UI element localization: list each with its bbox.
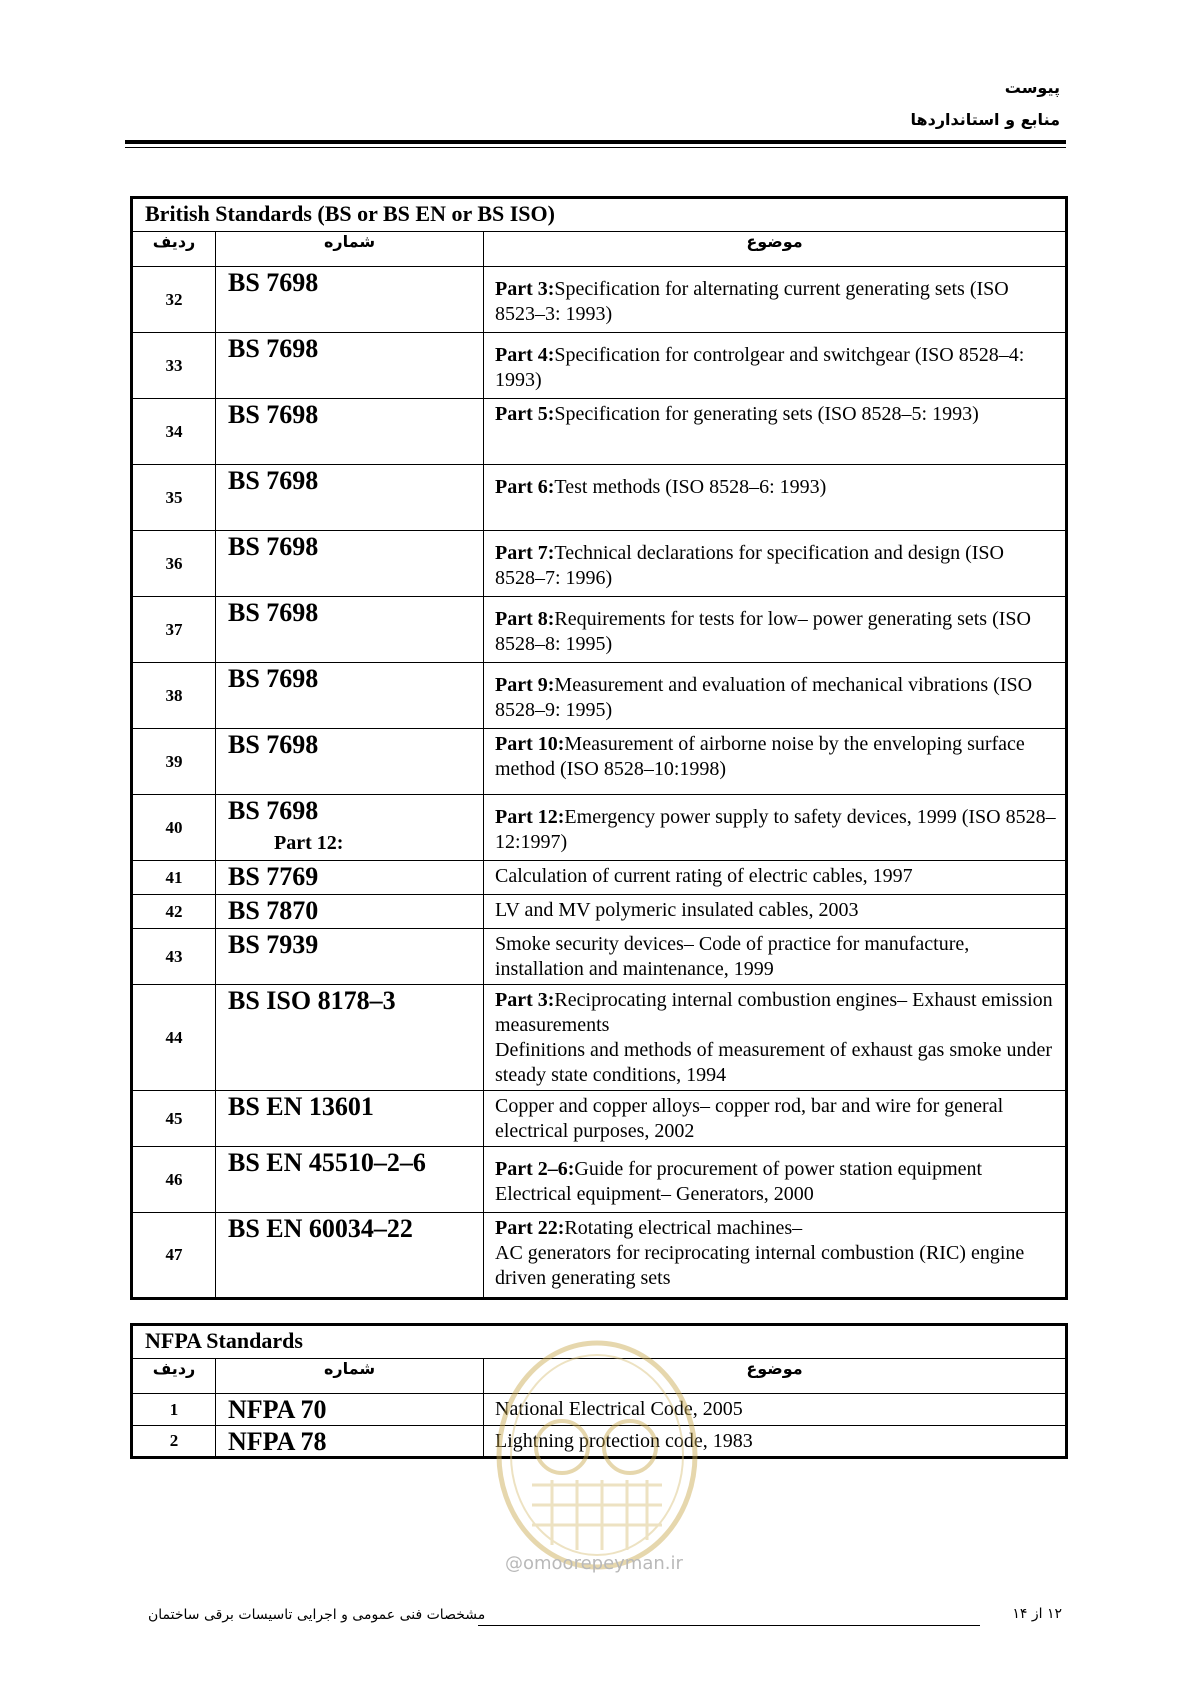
part-label: Part 3:	[495, 989, 555, 1011]
table-row	[132, 1091, 1067, 1147]
standard-number-cell	[216, 1213, 484, 1299]
subject-cell	[484, 465, 1067, 531]
row-index: 43	[132, 929, 216, 985]
standard-number-cell	[216, 895, 484, 929]
standard-number-cell	[216, 531, 484, 597]
standard-number-cell	[216, 1147, 484, 1213]
part-label: Part 22:	[495, 1217, 565, 1239]
table-row	[132, 465, 1067, 531]
part-label: Part 12:	[495, 806, 565, 828]
table-row	[132, 1147, 1067, 1213]
subject-text: National Electrical Code, 2005	[484, 1394, 1067, 1426]
column-header-number: شماره	[216, 1359, 484, 1394]
standard-number: BS 7698	[228, 400, 319, 429]
standard-number-cell	[216, 333, 484, 399]
subject-text-continued: Definitions and methods of measurement of exhaust gas smoke under steady state conditions, 1994	[495, 1039, 1053, 1086]
subject-text: LV and MV polymeric insulated cables, 2003	[495, 899, 859, 921]
subject-text: Guide for procurement of power station equipment Electrical equipment– Generators, 2000	[495, 1158, 983, 1205]
table-row	[132, 597, 1067, 663]
watermark-text: @omoorepeyman.ir	[505, 1553, 683, 1574]
standard-number: BS 7698	[228, 598, 319, 627]
standard-number: BS EN 60034–22	[228, 1214, 413, 1243]
table-row	[132, 1213, 1067, 1299]
standard-number-cell	[216, 399, 484, 465]
row-index: 36	[132, 531, 216, 597]
row-index: 32	[132, 267, 216, 333]
subject-cell	[484, 663, 1067, 729]
standard-number-cell	[216, 465, 484, 531]
table-row	[132, 929, 1067, 985]
subject-cell	[484, 1213, 1067, 1299]
part-label: Part 5:	[495, 403, 555, 425]
standard-number: BS 7870	[228, 896, 319, 925]
standard-number: BS 7698	[228, 730, 319, 759]
standard-number: BS 7698	[228, 466, 319, 495]
standard-number: NFPA 78	[216, 1426, 484, 1458]
standard-number: NFPA 70	[216, 1394, 484, 1426]
standard-number: BS 7698	[228, 334, 319, 363]
subject-cell	[484, 333, 1067, 399]
part-label: Part 2–6:	[495, 1158, 575, 1180]
subject-cell	[484, 531, 1067, 597]
row-index: 33	[132, 333, 216, 399]
row-index: 35	[132, 465, 216, 531]
subject-text: Measurement and evaluation of mechanical vibrations (ISO 8528–9: 1995)	[495, 674, 1033, 721]
subject-cell	[484, 1091, 1067, 1147]
standard-number-cell	[216, 861, 484, 895]
part-label: Part 3:	[495, 278, 555, 300]
standard-number: BS 7769	[228, 862, 319, 891]
subject-text: Emergency power supply to safety devices, 1999 (ISO 8528–12:1997)	[495, 806, 1056, 853]
table-title: British Standards (BS or BS EN or BS ISO)	[132, 198, 1067, 232]
subject-text: Smoke security devices– Code of practice for manufacture, installation and maintenance, 1999	[495, 933, 970, 980]
part-label: Part 6:	[495, 476, 555, 498]
part-label: Part 9:	[495, 674, 555, 696]
table-row	[132, 663, 1067, 729]
row-index: 44	[132, 985, 216, 1091]
footer-title: مشخصات فنی عمومی و اجرایی تاسیسات برقی ساختمان	[148, 1607, 486, 1623]
column-header-row: ردیف	[132, 1359, 216, 1394]
standard-number: BS 7698	[228, 532, 319, 561]
part-label: Part 7:	[495, 542, 555, 564]
standard-number: BS 7939	[228, 930, 319, 959]
column-header-row: ردیف	[132, 232, 216, 267]
part-label: Part 8:	[495, 608, 555, 630]
subject-text: Copper and copper alloys– copper rod, bar and wire for general electrical purposes, 2002	[495, 1095, 1004, 1142]
standard-number: BS 7698	[228, 664, 319, 693]
subject-cell	[484, 985, 1067, 1091]
section-subtitle: منابع و استانداردها	[910, 110, 1060, 129]
subject-text: Lightning protection code, 1983	[484, 1426, 1067, 1458]
row-index: 1	[132, 1394, 216, 1426]
row-index: 40	[132, 795, 216, 861]
header-rule-thin	[125, 147, 1066, 148]
row-index: 41	[132, 861, 216, 895]
subject-text: Rotating electrical machines–	[564, 1217, 803, 1239]
row-index: 39	[132, 729, 216, 795]
row-index: 2	[132, 1426, 216, 1458]
standard-number-cell	[216, 929, 484, 985]
standard-number: BS EN 45510–2–6	[228, 1148, 426, 1177]
table-row	[132, 267, 1067, 333]
subject-cell	[484, 895, 1067, 929]
subject-cell	[484, 929, 1067, 985]
row-index: 37	[132, 597, 216, 663]
row-index: 47	[132, 1213, 216, 1299]
row-index: 34	[132, 399, 216, 465]
part-label: Part 4:	[495, 344, 555, 366]
subject-cell	[484, 729, 1067, 795]
standard-number-cell	[216, 729, 484, 795]
subject-cell	[484, 1147, 1067, 1213]
subject-text: Technical declarations for specification and design (ISO 8528–7: 1996)	[495, 542, 1004, 589]
subject-text: Test methods (ISO 8528–6: 1993)	[554, 476, 827, 498]
table-row	[132, 895, 1067, 929]
section-title: پیوست	[1004, 78, 1060, 97]
standard-number-cell	[216, 985, 484, 1091]
row-index: 46	[132, 1147, 216, 1213]
subject-text: Reciprocating internal combustion engines– Exhaust emission measurements	[495, 989, 1053, 1036]
row-index: 45	[132, 1091, 216, 1147]
subject-text: Specification for alternating current generating sets (ISO 8523–3: 1993)	[495, 278, 1009, 325]
subject-cell	[484, 267, 1067, 333]
subject-cell	[484, 795, 1067, 861]
table-row	[132, 333, 1067, 399]
column-header-subject: موضوع	[484, 1359, 1067, 1394]
row-index: 38	[132, 663, 216, 729]
column-header-subject: موضوع	[484, 232, 1067, 267]
standard-number-cell	[216, 795, 484, 861]
subject-cell	[484, 399, 1067, 465]
subject-text: Specification for generating sets (ISO 8528–5: 1993)	[554, 403, 979, 425]
table-row	[132, 985, 1067, 1091]
table-row	[132, 399, 1067, 465]
standard-number: BS ISO 8178–3	[228, 986, 396, 1015]
table-title: NFPA Standards	[132, 1325, 1067, 1359]
page-number: ۱۲ از ۱۴	[1012, 1606, 1062, 1622]
standard-number: BS 7698	[228, 268, 319, 297]
standard-number-cell	[216, 1091, 484, 1147]
subject-cell	[484, 861, 1067, 895]
column-header-number: شماره	[216, 232, 484, 267]
standard-number: BS 7698	[228, 796, 319, 825]
table-row	[132, 795, 1067, 861]
table-row	[132, 729, 1067, 795]
british-standards-table	[130, 196, 1068, 1300]
subject-text-continued: AC generators for reciprocating internal combustion (RIC) engine driven generating sets	[495, 1242, 1025, 1289]
footer-rule	[478, 1625, 980, 1626]
subject-text: Measurement of airborne noise by the enveloping surface method (ISO 8528–10:1998)	[495, 733, 1025, 780]
subject-text: Specification for controlgear and switchgear (ISO 8528–4: 1993)	[495, 344, 1025, 391]
standard-number-cell	[216, 663, 484, 729]
standard-number-part: Part 12:	[274, 832, 344, 854]
standard-number-cell	[216, 597, 484, 663]
subject-text: Requirements for tests for low– power generating sets (ISO 8528–8: 1995)	[495, 608, 1031, 655]
part-label: Part 10:	[495, 733, 565, 755]
table-row	[132, 531, 1067, 597]
subject-cell	[484, 597, 1067, 663]
row-index: 42	[132, 895, 216, 929]
subject-text: Calculation of current rating of electric cables, 1997	[495, 865, 913, 887]
header-rule-thick	[125, 140, 1066, 144]
standard-number: BS EN 13601	[228, 1092, 374, 1121]
table-row	[132, 861, 1067, 895]
standard-number-cell	[216, 267, 484, 333]
